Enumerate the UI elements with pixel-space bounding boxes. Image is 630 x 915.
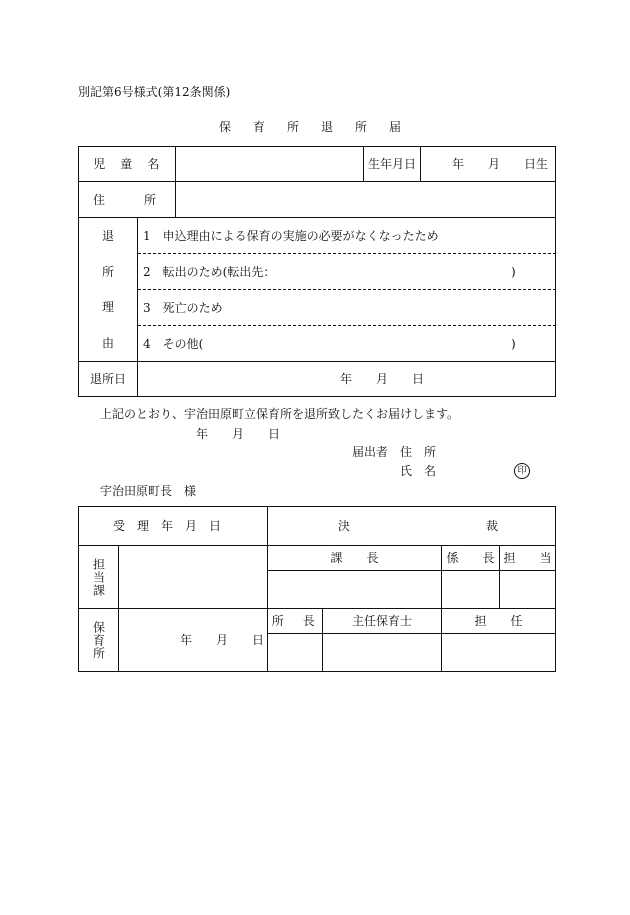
teacher-header — [442, 609, 556, 634]
section-chief-header — [268, 546, 442, 571]
department-label: 担当課 — [91, 557, 106, 597]
address-field — [176, 182, 556, 218]
leave-date-value: 年 月 日 — [340, 372, 425, 386]
withdrawal-table — [78, 146, 556, 397]
section-chief-stamp-box — [268, 571, 442, 609]
office-use-table — [78, 506, 556, 672]
approval-label-char: 決 — [338, 519, 351, 533]
staff-stamp-box — [500, 571, 556, 609]
reason-label-cell — [79, 218, 138, 362]
birthdate-field — [421, 147, 556, 182]
staff-header — [500, 546, 556, 571]
department-label-cell — [79, 546, 119, 609]
receipt-date-cell — [79, 507, 268, 546]
approval-label-char: 裁 — [486, 519, 499, 533]
chief-clerk-label: 係 長 — [446, 551, 495, 565]
section-chief-label: 課 長 — [330, 551, 379, 565]
address-label-cell — [79, 182, 176, 218]
child-name-label: 児 童 名 — [93, 157, 161, 171]
staff-label: 担 当 — [503, 551, 552, 565]
nursery-label: 保育所 — [91, 620, 106, 660]
child-name-label-cell — [79, 147, 176, 182]
reason-option-4 — [138, 326, 556, 362]
applicant-address-label: 住 所 — [400, 445, 437, 459]
head-teacher-header — [323, 609, 442, 634]
reason-option-1 — [138, 218, 556, 254]
receipt-date-label: 受 理 年 月 日 — [113, 519, 222, 533]
birthdate-value: 年 月 日生 — [452, 157, 549, 171]
form-title: 保 育 所 退 所 届 — [219, 120, 407, 134]
seal-mark: 印 — [514, 463, 530, 479]
nursery-label-cell — [79, 609, 119, 672]
address-label: 住 所 — [92, 192, 161, 207]
department-field — [119, 546, 268, 609]
birthdate-label: 生年月日 — [367, 157, 416, 171]
teacher-label: 担 任 — [474, 614, 523, 628]
director-stamp-box — [268, 634, 323, 672]
approval-cell — [268, 507, 556, 546]
leave-date-field — [138, 362, 556, 397]
applicant-label: 届出者 — [352, 445, 389, 459]
reason-text: 1 申込理由による保育の実施の必要がなくなったため — [143, 228, 439, 243]
submission-date: 年 月 日 — [196, 427, 281, 441]
reason-label-char: 所 — [101, 264, 114, 279]
head-teacher-label: 主任保育士 — [351, 614, 412, 628]
statement-text: 上記のとおり、宇治田原町立保育所を退所致したくお届けします。 — [100, 407, 460, 421]
nursery-date: 年 月 日 — [180, 633, 265, 647]
reason-option-3 — [138, 290, 556, 326]
reason-text: 4 その他( — [143, 336, 204, 351]
reason-text: 2 転出のため(転出先： — [143, 264, 276, 279]
reason-label-char: 由 — [101, 336, 114, 351]
chief-clerk-header — [442, 546, 500, 571]
chief-clerk-stamp-box — [442, 571, 500, 609]
reason-option-2 — [138, 254, 556, 290]
reason-text: 3 死亡のため — [143, 300, 223, 315]
applicant-name-label: 氏 名 — [400, 464, 437, 478]
close-paren: ) — [511, 337, 516, 351]
leave-date-label: 退所日 — [89, 372, 126, 386]
director-header — [268, 609, 323, 634]
director-label: 所 長 — [271, 614, 319, 628]
close-paren: ) — [511, 265, 516, 279]
reason-label-char: 理 — [101, 300, 114, 315]
child-name-field — [176, 147, 364, 182]
head-teacher-stamp-box — [323, 634, 442, 672]
leave-date-label-cell — [79, 362, 138, 397]
nursery-date-cell — [119, 609, 268, 672]
birthdate-label-cell — [364, 147, 421, 182]
teacher-stamp-box — [442, 634, 556, 672]
recipient: 宇治田原町長 様 — [100, 484, 197, 498]
reason-label-char: 退 — [101, 228, 114, 243]
form-number: 別記第6号様式(第12条関係) — [78, 85, 231, 99]
